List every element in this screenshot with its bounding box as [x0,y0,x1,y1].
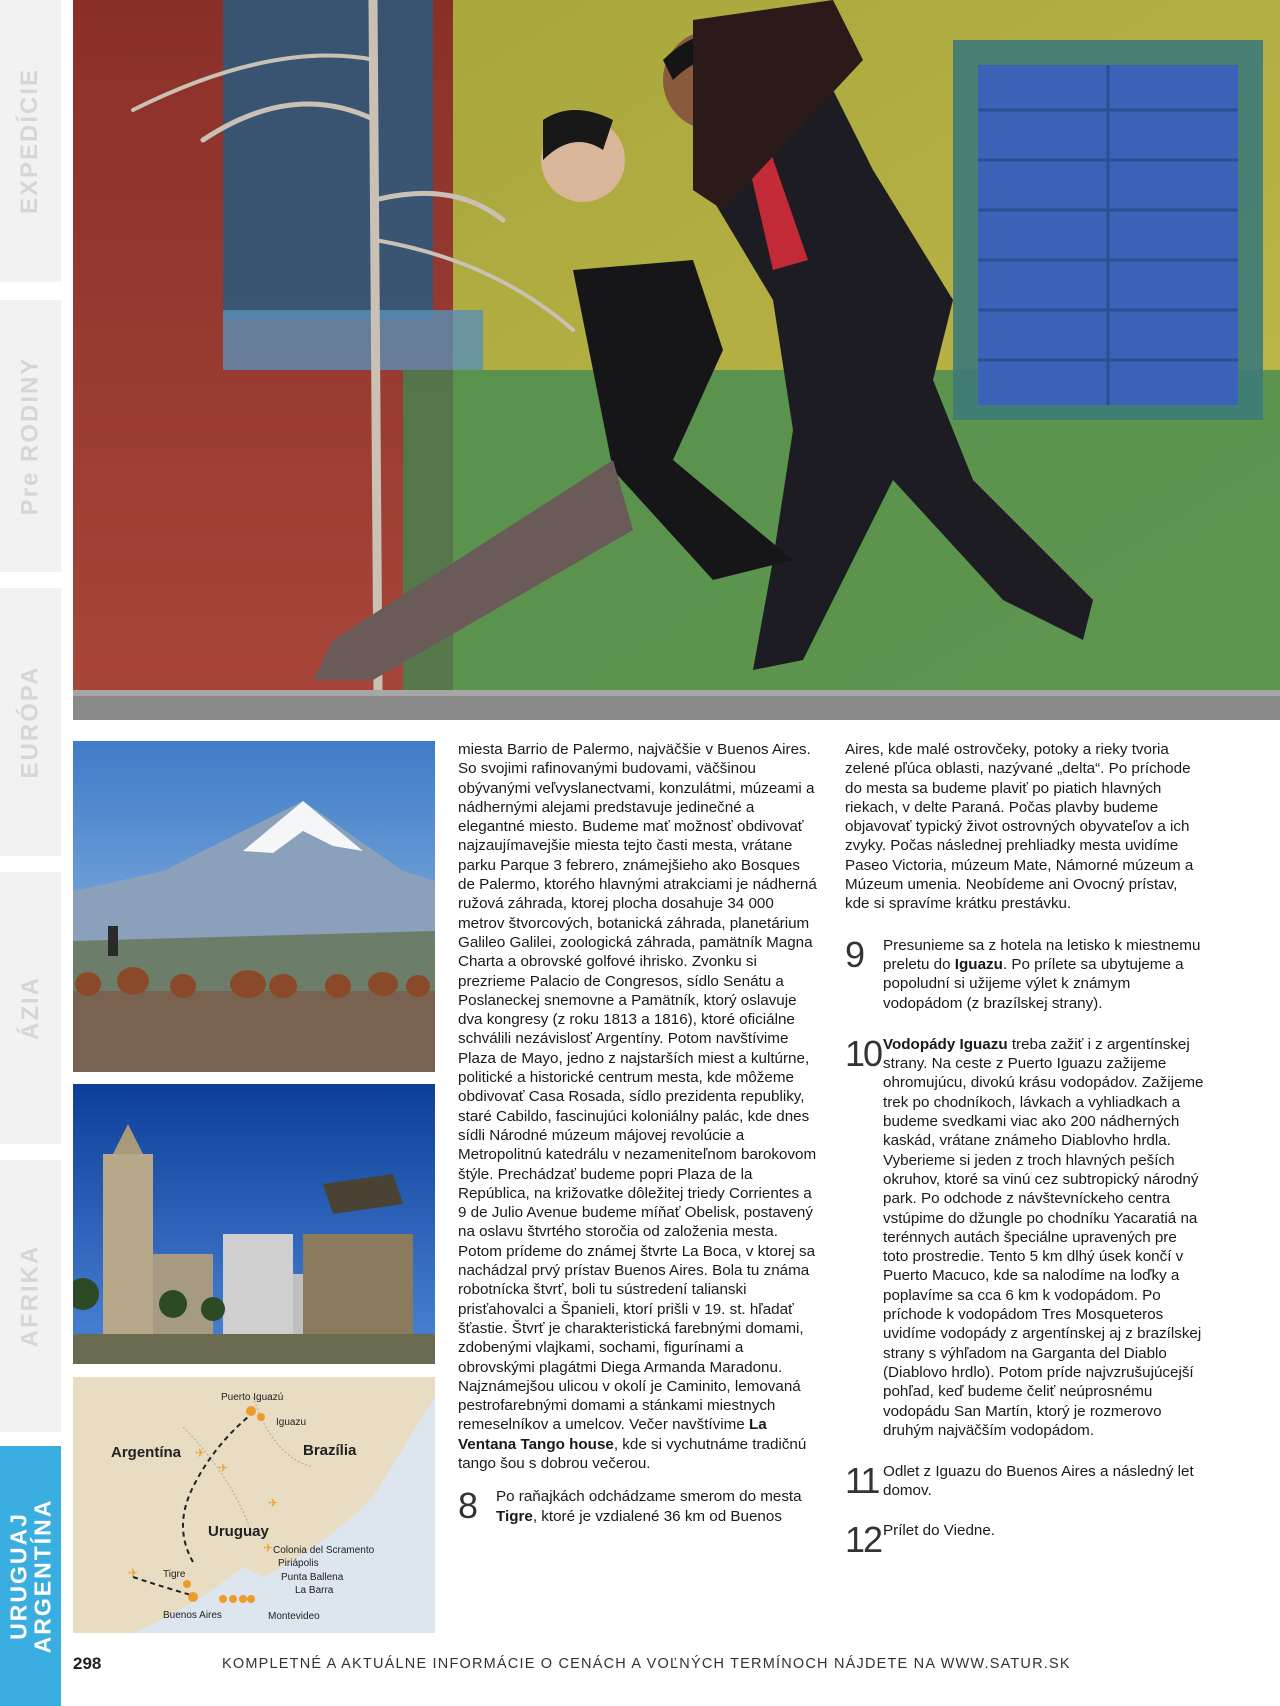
map-label-colonia: Colonia del Scramento [273,1545,375,1556]
paragraph-day9: 9 Presunieme sa z hotela na letisko k miestnemu preletu do Iguazu. Po prílete sa ubytujeme a popoludní si užijeme výlet k známym vodopádom (z brazílskej strany). [845,933,1201,1012]
day-number-12: 12 [845,1518,882,1560]
sidebar-active-line1: URUGUAJ [5,1512,32,1640]
route-map [73,1377,435,1633]
svg-text:✈: ✈ [218,1461,229,1475]
day-number-10: 10 [845,1032,882,1074]
day-number-11: 11 [845,1460,879,1502]
svg-text:✈: ✈ [263,1541,274,1555]
paragraph-day7: miesta Barrio de Palermo, najväčšie v Buenos Aires. So svojimi rafinovanými budovami, väčšinou obývanými veľvyslanectvami, konzulátmi, múzeami a nádhernými alejami predstavuje jedinečné a elegantné miesto. Budeme mať možnosť obdivovať najzaujímavejšie miesta tejto časti mesta, vrátane parku Parque 3 febrero, známejšieho ako Bosques de Palermo, ktorého hlavnými atrakciami je nádherná ružová záhrada, ktorej plocha dosahuje 34 000 metrov štvorcových, botanická záhrada, planetárium Galileo Galilei, zoologická záhrada, pamätník Magna Charta a obrovské golfové ihrisko. Zvonku si prezrieme Palacio de Congresos, sídlo Senátu a Poslaneckej snemovne a Pamätník, ktorý oslavuje dva kongresy (z roku 1813 a 1816), ktoré oficiálne schválili nezávislosť Argentíny. Potom navštívime Plaza de Mayo, jedno z najstarších miest a kultúrne, politické a historické centrum mesta, kde môžeme obdivovať Casa Rosada, sídlo prezidenta republiky, staré Cabildo, fascinujúci koloniálny palác, kde dnes sídli Národné múzeum májovej revolúcie a Metropolitnú katedrálu v nezameniteľnom barokovom štýle. Prechádzať budeme popri Plaza de la República, na križovatke dôležitej triedy Corrientes a 9 de Julio Avenue budeme míňať Obelisk, postavený na oslavu štvrtého storočia od založenia mesta. Potom prídeme do známej štvrte La Boca, v ktorej sa nachádzal prvý prístav Buenos Aires. Bola tu známa robotnícka štvrť, boli tu sústredení talianski prisťahovalci a Španieli, ktorí prišli v 19. st. hľadať šťastie. Štvrť je charakteristická farebnými domami, zdobenými vlajkami, sochami, figurínami a obrovskými plagátmi Diega Armanda Maradonu. Najznámejšou ulicou v okolí je Caminito, lemovaná pestrofarebnými domami a stánkami miestnych remeselníkov a umelcov. Večer navštívime La Ventana Tango house, kde si vychutnáme tradičnú tango šou s dobrou večerou. [458,741,817,1472]
map-label-buenos-aires: Buenos Aires [163,1610,222,1621]
sidebar-tab-afrika[interactable]: AFRIKA [0,1160,61,1432]
map-label-tigre: Tigre [163,1569,186,1580]
map-label-punta-ballena: Punta Ballena [281,1572,344,1583]
svg-text:✈: ✈ [195,1446,206,1460]
text-column-2 [845,740,1205,1560]
map-label-montevideo: Montevideo [268,1611,320,1622]
paragraph-day11: 11 Odlet z Iguazu do Buenos Aires a následný let domov. [845,1460,1194,1502]
map-label-brazilia: Brazília [303,1442,357,1459]
day-number-9: 9 [845,933,864,975]
text-column-1 [458,740,818,1526]
paragraph-day8: 8 Po raňajkách odchádzame smerom do mesta Tigre, ktoré je vzdialené 36 km od Buenos [458,1485,802,1527]
page-number: 298 [73,1654,102,1673]
photo-mountain-horses [73,741,435,1072]
map-label-uruguay: Uruguay [208,1523,269,1540]
paragraph-day8-cont: Aires, kde malé ostrovčeky, potoky a rieky tvoria zelené pľúca oblasti, nazývané „delta“. Po príchode do mesta sa budeme plaviť po piatich hlavných riekach, v delte Paraná. Počas plavby budeme objavovať typický život ostrovných obyvateľov a ich zvyky. Počas následnej prehliadky mesta uvidíme Paseo Victoria, múzeum Mate, Námorné múzeum a Múzeum umenia. Neobídeme ani Ovocný prístav, kde si spravíme krátku prestávku. [845,741,1194,913]
day-number-8: 8 [458,1485,477,1527]
map-label-puerto-iguazu: Puerto Iguazú [221,1392,284,1403]
sidebar-active-line2: ARGENTÍNA [29,1498,56,1654]
sidebar-tab-azia[interactable]: ÁZIA [0,872,61,1144]
map-label-la-barra: La Barra [295,1585,334,1596]
map-label-argentina: Argentína [111,1444,182,1461]
paragraph-day12: 12 Prílet do Viedne. [845,1518,996,1560]
hero-tango-photo [73,0,1280,720]
photo-city-plaza [73,1084,435,1364]
sidebar-tab-expedicie[interactable]: EXPEDÍCIE [0,0,61,282]
svg-text:✈: ✈ [268,1496,279,1510]
map-label-iguazu: Iguazu [276,1417,307,1428]
paragraph-day10: 10 Vodopády Iguazu treba zažiť i z argentínskej strany. Na ceste z Puerto Iguazu zažijeme ohromujúcu, divokú krásu vodopádov. Zažijeme trek po chodníkoch, lávkach a vyhliadkach a budeme svedkami viac ako 200 nádherných kaskád, vrátane známeho Diablovho hrdla. Vyberieme si jeden z troch hlavných peších okruhov, ktoré sa vinú cez subtropický národný park. Po odchode z návštevníckeho centra vstúpime do džungle po chodníku Yacaratiá na terénnych autách špeciálne upravených pre toto prostredie. Tento 5 km dlhý úsek končí v Puerto Macuco, kde sa nalodíme na loďky a poplavíme sa cca 6 km k vodopádom. Po príchode k vodopádom Tres Mosqueteros uvidíme vodopády z argentínskej aj z brazílskej strany s výhľadom na Garganta del Diablo (Diablovo hrdlo). Potom príde najvzrušujúcejší pohľad, keď budeme čeliť neúprosnému vodopádu San Martín, ktorý je rozmerovo druhým najväčším vodopádom. [845,1032,1204,1439]
svg-text:✈: ✈ [128,1566,139,1580]
sidebar-tab-pre-rodiny[interactable]: Pre RODINY [0,300,61,572]
map-label-piriapolis: Piriápolis [278,1558,319,1569]
footer-info-text: KOMPLETNÉ A AKTUÁLNE INFORMÁCIE O CENÁCH A VOĽNÝCH TERMÍNOCH NÁJDETE NA WWW.SATUR.SK [222,1656,1071,1672]
sidebar-tab-uruguaj-argentina[interactable] [0,1446,61,1706]
sidebar-tab-europa[interactable]: EURÓPA [0,588,61,856]
